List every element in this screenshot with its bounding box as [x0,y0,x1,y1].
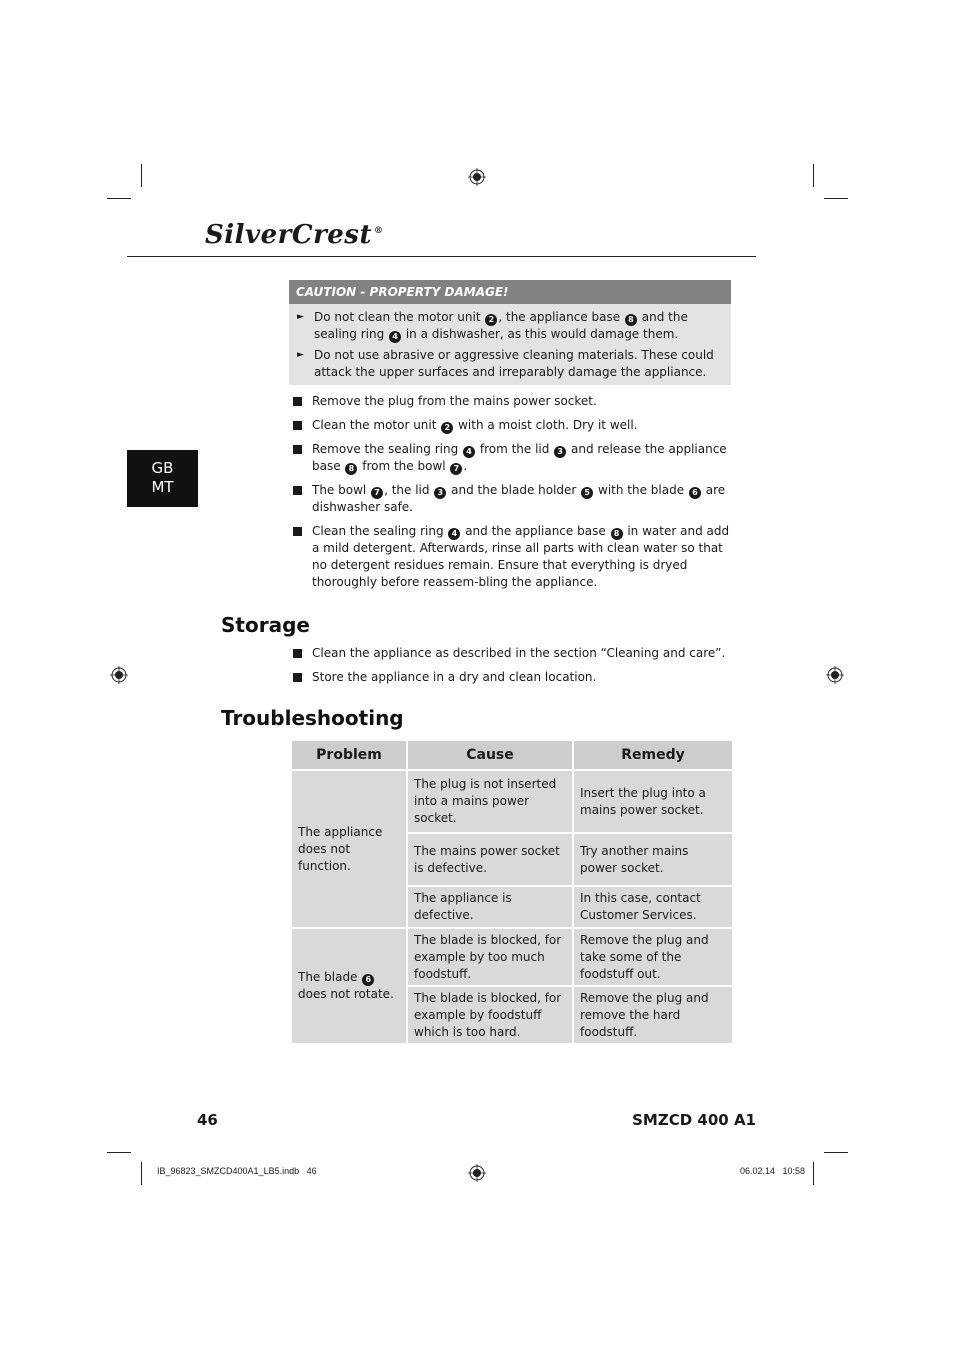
column-header-problem: Problem [291,740,407,770]
language-tab-line: GB [151,459,174,477]
model-name: SMZCD 400 A1 [632,1111,756,1129]
part-number-badge: 2 [485,314,497,326]
column-header-cause: Cause [407,740,573,770]
troubleshooting-table [290,739,734,1045]
list-item-text: Store the appliance in a dry and clean location. [312,670,597,684]
crop-mark [813,1162,814,1185]
part-number-badge: 3 [554,446,566,458]
square-bullet-icon [293,421,302,430]
caution-item [289,309,731,343]
part-number-badge: 5 [581,487,593,499]
crop-mark [813,164,814,187]
square-bullet-icon [293,445,302,454]
list-item [293,645,733,662]
part-number-badge: 7 [371,487,383,499]
list-item-text: The bowl 7 , the lid 3 and the blade holder 5 with the blade 6 are dishwasher safe. [312,483,726,514]
crop-mark [824,1152,848,1153]
crop-mark [824,198,848,199]
cause-cell: The appliance is defective. [407,886,573,928]
list-item [293,523,733,591]
cause-cell: The mains power socket is defective. [407,833,573,886]
crop-mark [141,164,142,187]
registration-mark-icon [826,666,844,684]
brand-logo [205,220,383,250]
part-number-badge: 2 [441,422,453,434]
caution-item-text: Do not clean the motor unit 2 , the appliance base 8 and the sealing ring 4 in a dishwasher, as this would damage them. [314,310,688,341]
crop-mark [107,198,131,199]
list-item-text: Clean the appliance as described in the section “Cleaning and care”. [312,646,726,660]
cause-cell: The blade is blocked, for example by foodstuff which is too hard. [407,986,573,1044]
storage-steps-list [293,645,733,693]
arrow-bullet-icon: ► [297,312,304,322]
caution-item [289,347,731,381]
caution-title: CAUTION - PROPERTY DAMAGE! [289,280,731,304]
crop-mark [141,1162,142,1185]
part-number-badge: 4 [463,446,475,458]
part-number-badge: 8 [625,314,637,326]
table-row [291,770,733,833]
remedy-cell: Remove the plug and take some of the foodstuff out. [573,928,733,986]
square-bullet-icon [293,486,302,495]
list-item-text: Remove the sealing ring 4 from the lid 3 and release the appliance base 8 from the bowl 7 . [312,442,727,473]
part-number-badge: 6 [689,487,701,499]
registration-mark-icon [110,666,128,684]
registration-mark-icon [468,168,486,186]
caution-item-text: Do not use abrasive or aggressive cleaning materials. These could attack the upper surfaces and irreparably damage the appliance. [314,348,714,379]
part-number-badge: 6 [362,974,374,986]
cleaning-steps-list [293,393,733,598]
cause-cell: The blade is blocked, for example by too much foodstuff. [407,928,573,986]
list-item-text: Remove the plug from the mains power socket. [312,394,597,408]
arrow-bullet-icon: ► [297,350,304,360]
list-item [293,393,733,410]
caution-box [289,280,731,385]
troubleshooting-heading: Troubleshooting [221,706,404,730]
storage-heading: Storage [221,613,310,637]
list-item-text: Clean the motor unit 2 with a moist cloth. Dry it well. [312,418,638,432]
remedy-cell: Insert the plug into a mains power socket. [573,770,733,833]
header-rule [127,256,756,257]
square-bullet-icon [293,397,302,406]
square-bullet-icon [293,673,302,682]
print-file-info: IB_96823_SMZCD400A1_LB5.indb 46 [157,1166,317,1176]
square-bullet-icon [293,527,302,536]
language-tab-line: MT [151,478,174,496]
remedy-cell: Remove the plug and remove the hard foodstuff. [573,986,733,1044]
part-number-badge: 4 [389,331,401,343]
registration-mark-icon [468,1164,486,1182]
part-number-badge: 3 [434,487,446,499]
crop-mark [107,1152,131,1153]
square-bullet-icon [293,649,302,658]
print-date-info: 06.02.14 10:58 [739,1166,805,1176]
brand-name: SilverCrest [205,220,372,250]
list-item [293,441,733,475]
problem-cell: The appliance does not function. [291,770,407,928]
column-header-remedy: Remedy [573,740,733,770]
cause-cell: The plug is not inserted into a mains power socket. [407,770,573,833]
page-number: 46 [197,1111,218,1129]
remedy-cell: Try another mains power socket. [573,833,733,886]
table-header-row [291,740,733,770]
remedy-cell: In this case, contact Customer Services. [573,886,733,928]
table-row [291,928,733,986]
registered-mark: ® [373,226,384,237]
part-number-badge: 8 [611,528,623,540]
list-item [293,417,733,434]
language-tab [127,450,198,507]
list-item [293,669,733,686]
part-number-badge: 4 [448,528,460,540]
list-item-text: Clean the sealing ring 4 and the appliance base 8 in water and add a mild detergent. Afterwards, rinse all parts with clean water so that no detergent residues remain. Ensure that everything is dryed thoroughly before reassem-bling the appliance. [312,524,730,589]
problem-cell: The blade 6 does not rotate. [291,928,407,1044]
part-number-badge: 8 [345,463,357,475]
part-number-badge: 7 [450,463,462,475]
list-item [293,482,733,516]
